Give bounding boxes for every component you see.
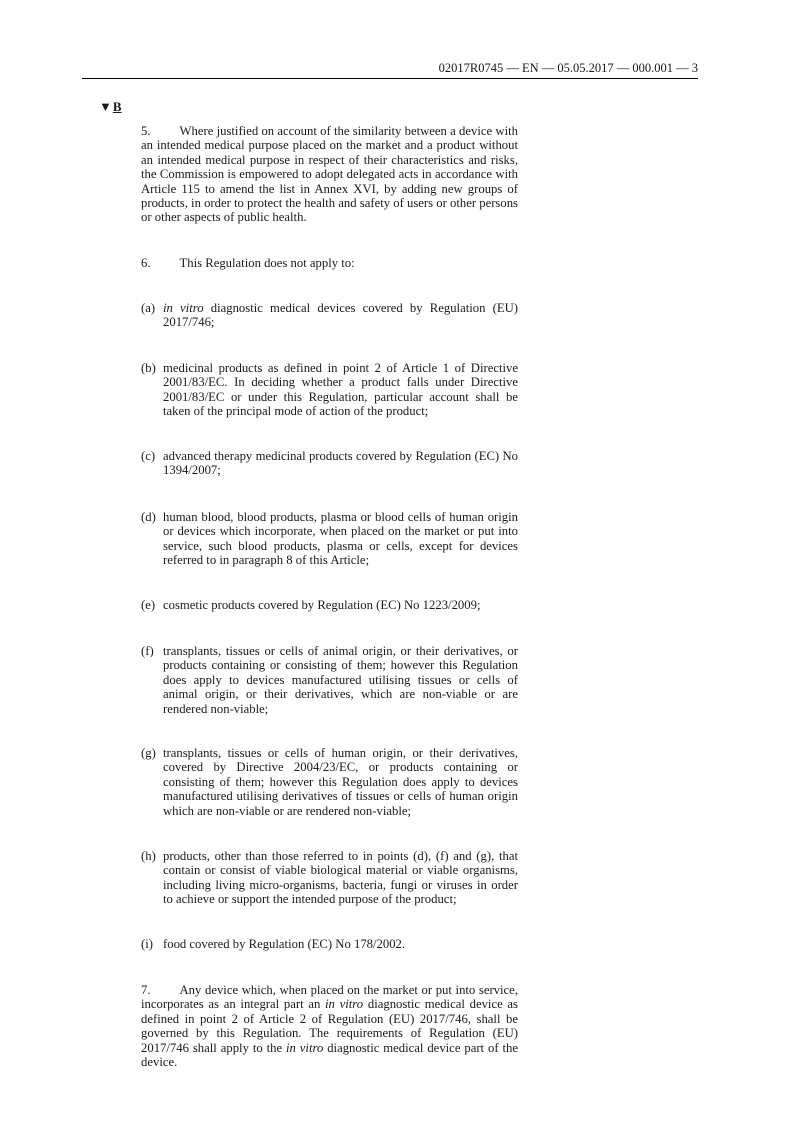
- list-item-text: transplants, tissues or cells of human origin, or their derivatives, covered by Directive 2004/23/EC, or products containing or consisting of them; however this Regulation does apply to devices manufactured utilising derivatives of tissues or cells of human origin which are non-viable or are rendered non-viable;: [163, 746, 518, 818]
- list-item-i: [141, 937, 518, 951]
- paragraph-number: 6.: [141, 256, 151, 270]
- paragraph-text-1: Any device which, when placed on the market or put into service, incorporates as an integral part an: [141, 983, 518, 1012]
- paragraph-5: [141, 124, 518, 225]
- list-item-b: [141, 361, 518, 419]
- list-item-label: (e): [141, 598, 156, 612]
- paragraph-text-2: diagnostic medical device as defined in point 2 of Article 2 of Regulation (EU) 2017/746, shall be governed by this Regulation. The requirements of Regulation (EU) 2017/746 shall apply to the: [141, 997, 518, 1055]
- list-item-label: (h): [141, 849, 156, 863]
- italic-term: in vitro: [325, 997, 364, 1012]
- list-item-text: medicinal products as defined in point 2 of Article 1 of Directive 2001/83/EC. In deciding whether a product falls under Directive 2001/83/EC or under this Regulation, particular account shall be taken of the principal mode of action of the product;: [163, 361, 518, 419]
- list-item-text: human blood, blood products, plasma or blood cells of human origin or devices which incorporate, when placed on the market or put into service, such blood products, plasma or cells, except for devices referred to in paragraph 8 of this Article;: [163, 510, 518, 568]
- italic-term: in vitro: [286, 1040, 324, 1055]
- list-item-f: [141, 644, 518, 716]
- list-item-text: products, other than those referred to in points (d), (f) and (g), that contain or consist of viable biological material or viable organisms, including living micro-organisms, bacteria, fungi or viruses in order to achieve or support the intended purpose of the product;: [163, 849, 518, 907]
- paragraph-number: 5.: [141, 124, 151, 138]
- marker-label: B: [112, 99, 122, 114]
- list-item-h: [141, 849, 518, 907]
- paragraph-text-3: diagnostic medical device part of the device.: [141, 1040, 518, 1070]
- italic-term: in vitro: [163, 301, 204, 315]
- amendment-marker: [99, 99, 122, 115]
- list-item-label: (d): [141, 510, 156, 524]
- list-item-text: transplants, tissues or cells of animal origin, or their derivatives, or products containing or consisting of them; however this Regulation does apply to devices manufactured utilising tissues or cells of animal origin, or their derivatives, which are non-viable or are rendered non-viable;: [163, 644, 518, 716]
- triangle-down-icon: ▼: [99, 99, 112, 114]
- paragraph-6: [141, 256, 518, 270]
- list-item-c: [141, 449, 518, 478]
- list-item-text: diagnostic medical devices covered by Regulation (EU) 2017/746;: [163, 301, 518, 330]
- paragraph-number: 7.: [141, 983, 151, 997]
- list-item-text: cosmetic products covered by Regulation (EC) No 1223/2009;: [163, 598, 481, 612]
- list-item-label: (b): [141, 361, 156, 375]
- list-item-label: (f): [141, 644, 154, 658]
- paragraph-text: Where justified on account of the similarity between a device with an intended medical purpose placed on the market and a product without an intended medical purpose in respect of their characteristics and risks, the Commission is empowered to adopt delegated acts in accordance with Article 115 to amend the list in Annex XVI, by adding new groups of products, in order to protect the health and safety of users or other persons or other aspects of public health.: [141, 124, 518, 225]
- running-header: [82, 60, 698, 79]
- list-item-a: [141, 301, 518, 330]
- paragraph-7: [141, 983, 518, 1069]
- list-item-label: (a): [141, 301, 156, 315]
- paragraph-text: This Regulation does not apply to:: [179, 256, 355, 270]
- list-item-label: (g): [141, 746, 156, 760]
- list-item-label: (i): [141, 937, 153, 951]
- running-head-text: 02017R0745 — EN — 05.05.2017 — 000.001 — 3: [438, 61, 698, 75]
- list-item-label: (c): [141, 449, 156, 463]
- list-item-text: advanced therapy medicinal products covered by Regulation (EC) No 1394/2007;: [163, 449, 518, 478]
- list-item-d: [141, 510, 518, 568]
- list-item-e: [141, 598, 518, 612]
- list-item-text: food covered by Regulation (EC) No 178/2002.: [163, 937, 406, 951]
- list-item-g: [141, 746, 518, 818]
